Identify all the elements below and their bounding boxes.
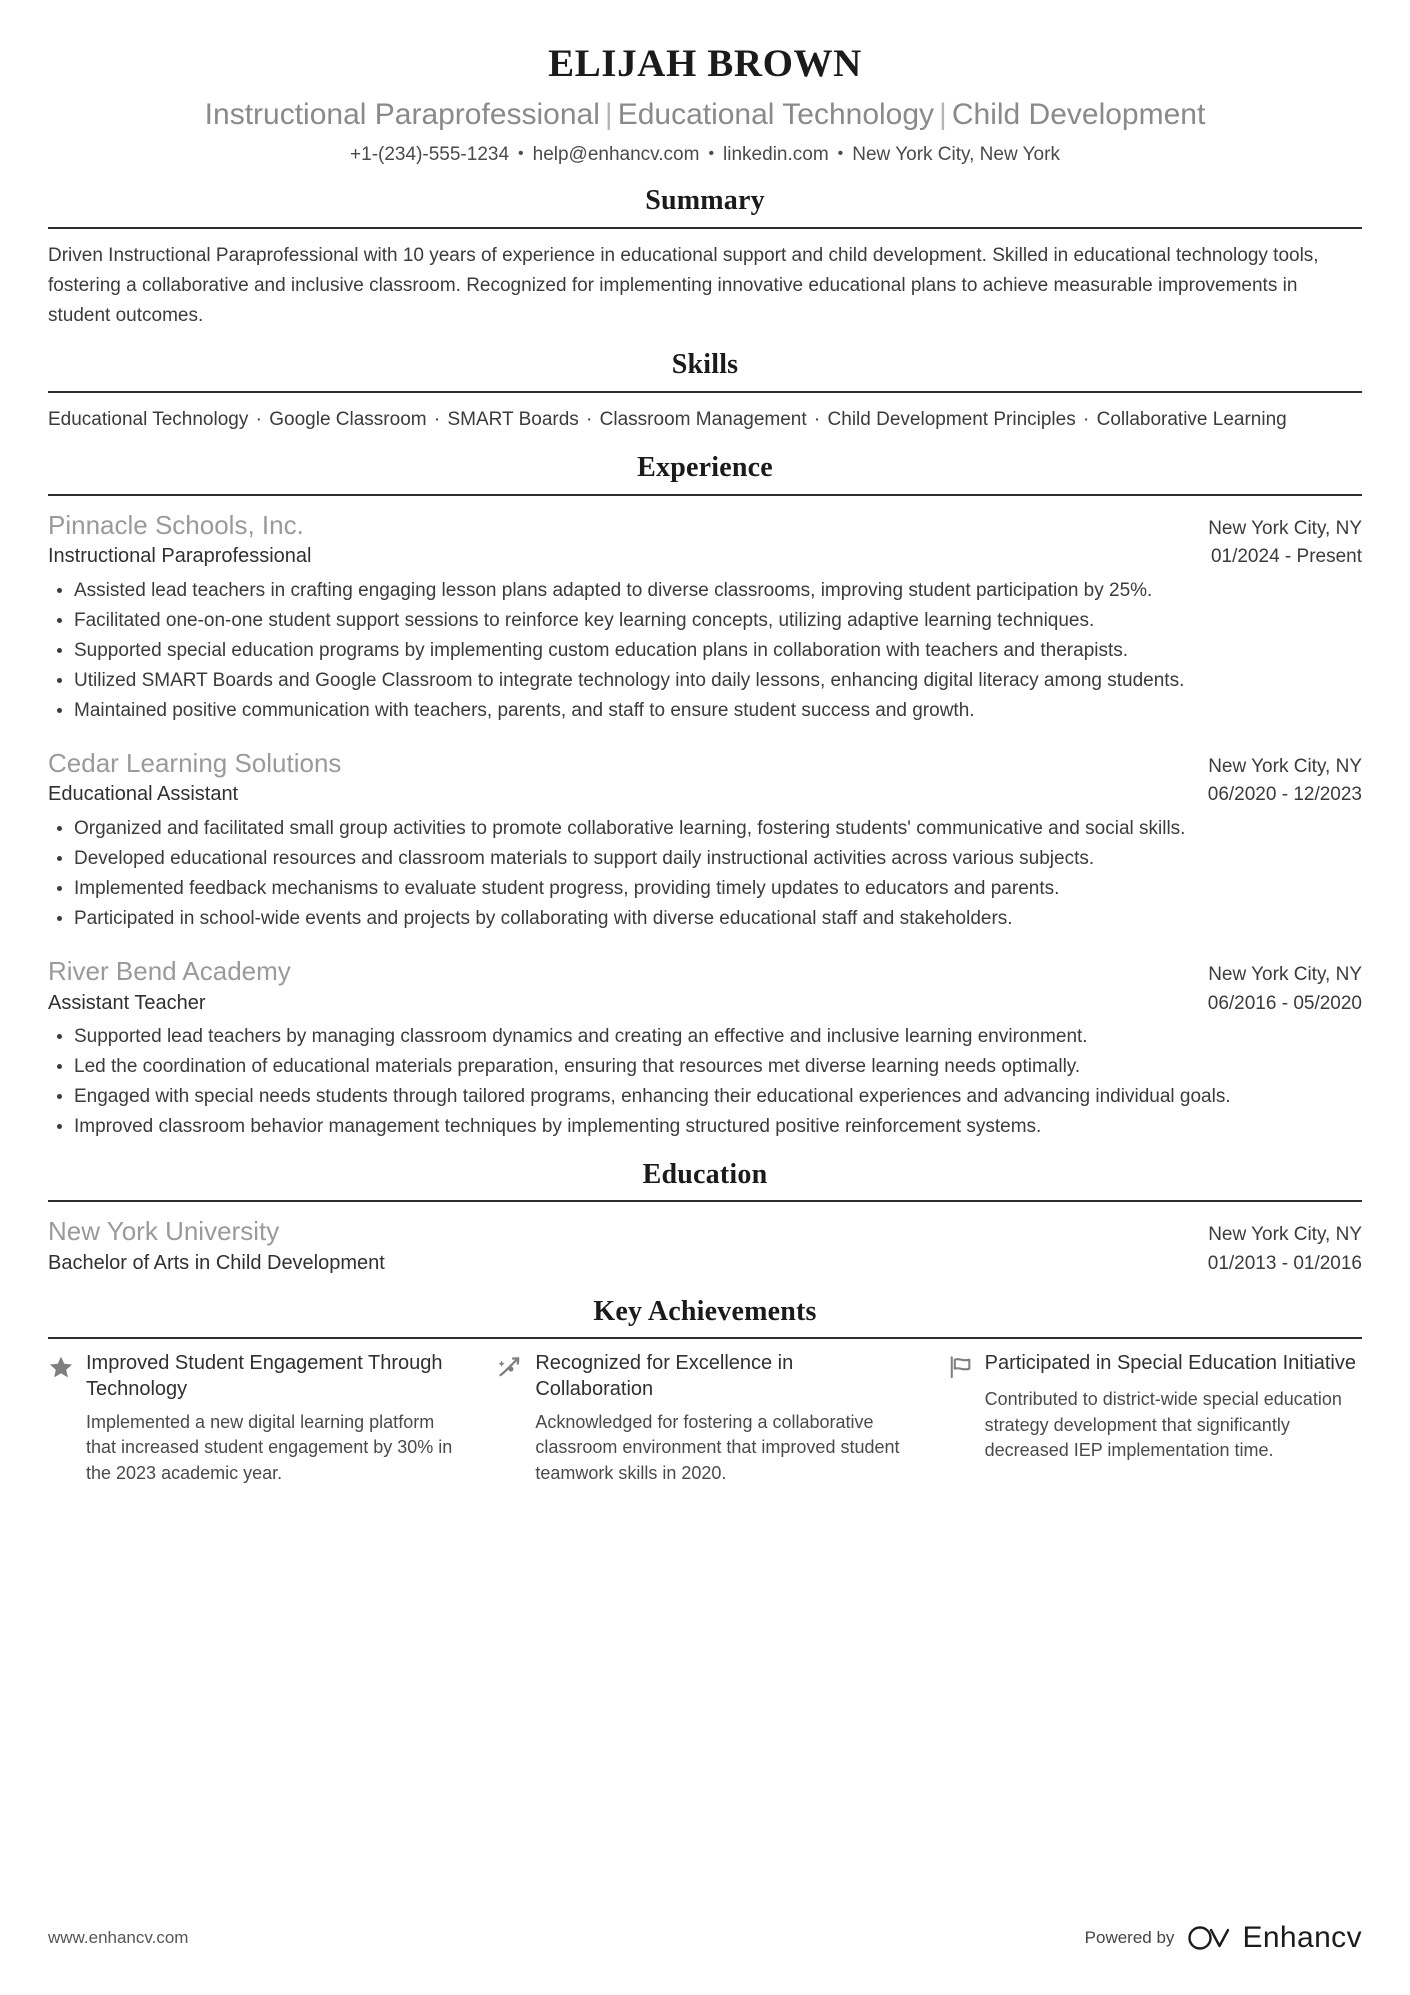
achievement-item xyxy=(947,1351,1362,1486)
contact-linkedin[interactable]: linkedin.com xyxy=(723,143,829,165)
experience-bullet: Facilitated one-on-one student support sessions to reinforce key learning concepts, utilizing adaptive learning techniques. xyxy=(48,607,1362,635)
contact-email[interactable]: help@enhancv.com xyxy=(532,143,700,165)
achievement-item xyxy=(48,1351,497,1486)
star-icon xyxy=(48,1354,74,1380)
candidate-headline xyxy=(48,95,1362,134)
section-skills xyxy=(48,348,1362,434)
experience-company: Pinnacle Schools, Inc. xyxy=(48,509,304,540)
experience-bullet: Engaged with special needs students through tailored programs, enhancing their educational experiences and advancing individual goals. xyxy=(48,1083,1362,1111)
experience-location: New York City, NY xyxy=(1208,517,1362,539)
section-divider xyxy=(48,494,1362,496)
experience-bullet: Utilized SMART Boards and Google Classroom to integrate technology into daily lessons, enhancing digital literacy among students. xyxy=(48,667,1362,695)
experience-company: Cedar Learning Solutions xyxy=(48,747,342,778)
experience-location: New York City, NY xyxy=(1208,963,1362,985)
headline-separator-1: | xyxy=(604,97,613,131)
experience-dates: 06/2020 - 12/2023 xyxy=(1207,784,1362,806)
contact-separator-2: • xyxy=(708,144,715,162)
contact-line xyxy=(48,143,1362,168)
section-title-summary: Summary xyxy=(645,185,765,217)
skill-item: Child Development Principles xyxy=(827,408,1076,430)
skill-item: Google Classroom xyxy=(269,408,427,430)
experience-job-title: Educational Assistant xyxy=(48,783,239,806)
headline-part-3: Child Development xyxy=(951,97,1206,131)
experience-bullet-list xyxy=(48,815,1362,933)
contact-separator-3: • xyxy=(837,144,844,162)
section-education xyxy=(48,1158,1362,1278)
headline-separator-2: | xyxy=(939,97,947,131)
section-title-key-achievements: Key Achievements xyxy=(593,1295,817,1327)
experience-entry xyxy=(48,954,1362,1141)
experience-dates: 01/2024 - Present xyxy=(1210,546,1362,568)
skill-separator: · xyxy=(250,408,268,430)
education-school: New York University xyxy=(48,1216,280,1247)
achievements-grid xyxy=(48,1351,1362,1486)
experience-bullet: Developed educational resources and classroom materials to support daily instructional activities across various subjects. xyxy=(48,845,1362,873)
section-experience xyxy=(48,451,1362,1141)
experience-title-row xyxy=(48,780,1362,809)
experience-location: New York City, NY xyxy=(1208,755,1362,777)
experience-title-row xyxy=(48,542,1362,571)
experience-bullet-list xyxy=(48,577,1362,725)
page-footer xyxy=(48,1923,1362,1953)
flag-icon xyxy=(947,1354,973,1380)
experience-spacer xyxy=(48,941,1362,954)
experience-bullet: Led the coordination of educational materials preparation, ensuring that resources met diverse learning needs optimally. xyxy=(48,1053,1362,1081)
skills-list xyxy=(48,405,1362,434)
experience-bullet: Supported special education programs by implementing custom education plans in collaboration with teachers and therapists. xyxy=(48,637,1362,665)
skill-separator: · xyxy=(1077,408,1095,430)
education-list xyxy=(48,1214,1362,1277)
footer-branding xyxy=(1085,1923,1362,1953)
summary-text: Driven Instructional Paraprofessional with 10 years of experience in educational support and child development. Skilled in educational technology tools, fostering a collaborative and inclusive classroom. Recognized for implementing innovative educational plans to achieve measurable improvements in student outcomes. xyxy=(48,244,1319,326)
education-location: New York City, NY xyxy=(1208,1224,1362,1246)
experience-bullet: Participated in school-wide events and projects by collaborating with diverse educational staff and stakeholders. xyxy=(48,905,1362,933)
experience-bullet: Maintained positive communication with teachers, parents, and staff to ensure student success and growth. xyxy=(48,697,1362,725)
section-divider xyxy=(48,1337,1362,1339)
experience-bullet: Improved classroom behavior management techniques by implementing structured positive reinforcement systems. xyxy=(48,1113,1362,1141)
experience-company-row xyxy=(48,954,1362,989)
education-degree-row xyxy=(48,1249,1362,1278)
education-dates: 01/2013 - 01/2016 xyxy=(1207,1253,1362,1275)
experience-job-title: Instructional Paraprofessional xyxy=(48,545,312,568)
experience-company-row xyxy=(48,508,1362,543)
contact-location: New York City, New York xyxy=(852,143,1060,165)
experience-entry xyxy=(48,508,1362,725)
achievement-header xyxy=(497,1351,912,1402)
skill-item: Educational Technology xyxy=(48,408,249,430)
achievement-title: Improved Student Engagement Through Technology xyxy=(86,1352,443,1400)
headline-part-2: Educational Technology xyxy=(617,97,935,131)
achievement-description: Acknowledged for fostering a collaborative classroom environment that improved student teamwork skills in 2020. xyxy=(535,1411,900,1483)
resume-header xyxy=(48,40,1362,167)
skill-separator: · xyxy=(808,408,826,430)
skill-separator: · xyxy=(428,408,446,430)
section-divider xyxy=(48,391,1362,393)
achievement-title: Participated in Special Education Initiative xyxy=(984,1352,1356,1375)
experience-company: River Bend Academy xyxy=(48,955,291,986)
section-title-education: Education xyxy=(642,1158,768,1190)
powered-by-label: Powered by xyxy=(1084,1928,1175,1947)
experience-bullet-list xyxy=(48,1023,1362,1141)
section-key-achievements xyxy=(48,1295,1362,1486)
experience-bullet: Supported lead teachers by managing classroom dynamics and creating an effective and inclusive learning environment. xyxy=(48,1023,1362,1051)
experience-company-row xyxy=(48,746,1362,781)
candidate-name: ELIJAH BROWN xyxy=(548,42,862,85)
section-divider xyxy=(48,1200,1362,1202)
contact-separator-1: • xyxy=(518,144,524,162)
enhancv-logo xyxy=(1187,1923,1362,1953)
achievement-item xyxy=(497,1351,946,1486)
skill-item: Collaborative Learning xyxy=(1096,408,1287,430)
enhancv-wordmark: Enhancv xyxy=(1242,1921,1362,1954)
section-title-experience: Experience xyxy=(637,451,773,483)
education-school-row xyxy=(48,1214,1362,1249)
achievement-header xyxy=(48,1351,463,1402)
experience-spacer xyxy=(48,733,1362,746)
experience-entry xyxy=(48,746,1362,933)
contact-phone: +1-(234)-555-1234 xyxy=(350,143,510,165)
education-entry xyxy=(48,1214,1362,1277)
achievement-title: Recognized for Excellence in Collaboration xyxy=(535,1352,794,1400)
skill-item: SMART Boards xyxy=(447,408,579,430)
section-title-skills: Skills xyxy=(671,348,739,380)
footer-url[interactable]: www.enhancv.com xyxy=(48,1928,189,1947)
enhancv-mark-icon xyxy=(1187,1923,1233,1953)
experience-title-row xyxy=(48,989,1362,1018)
experience-bullet: Organized and facilitated small group activities to promote collaborative learning, fostering students' communicative and social skills. xyxy=(48,815,1362,843)
shooting-star-icon xyxy=(497,1354,523,1380)
headline-part-1: Instructional Paraprofessional xyxy=(204,97,600,131)
achievement-description: Contributed to district-wide special education strategy development that significantly decreased IEP implementation time. xyxy=(984,1389,1342,1461)
experience-bullet: Assisted lead teachers in crafting engaging lesson plans adapted to diverse classrooms, improving student participation by 25%. xyxy=(48,577,1362,605)
achievement-header xyxy=(947,1351,1362,1380)
skill-separator: · xyxy=(580,408,598,430)
section-divider xyxy=(48,227,1362,229)
achievement-description: Implemented a new digital learning platform that increased student engagement by 30% in the 2023 academic year. xyxy=(86,1411,453,1483)
section-summary xyxy=(48,184,1362,331)
experience-list xyxy=(48,508,1362,1141)
education-degree: Bachelor of Arts in Child Development xyxy=(48,1252,385,1275)
experience-dates: 06/2016 - 05/2020 xyxy=(1207,992,1362,1014)
experience-job-title: Assistant Teacher xyxy=(48,991,206,1014)
experience-bullet: Implemented feedback mechanisms to evaluate student progress, providing timely updates to educators and parents. xyxy=(48,875,1362,903)
skill-item: Classroom Management xyxy=(599,408,807,430)
